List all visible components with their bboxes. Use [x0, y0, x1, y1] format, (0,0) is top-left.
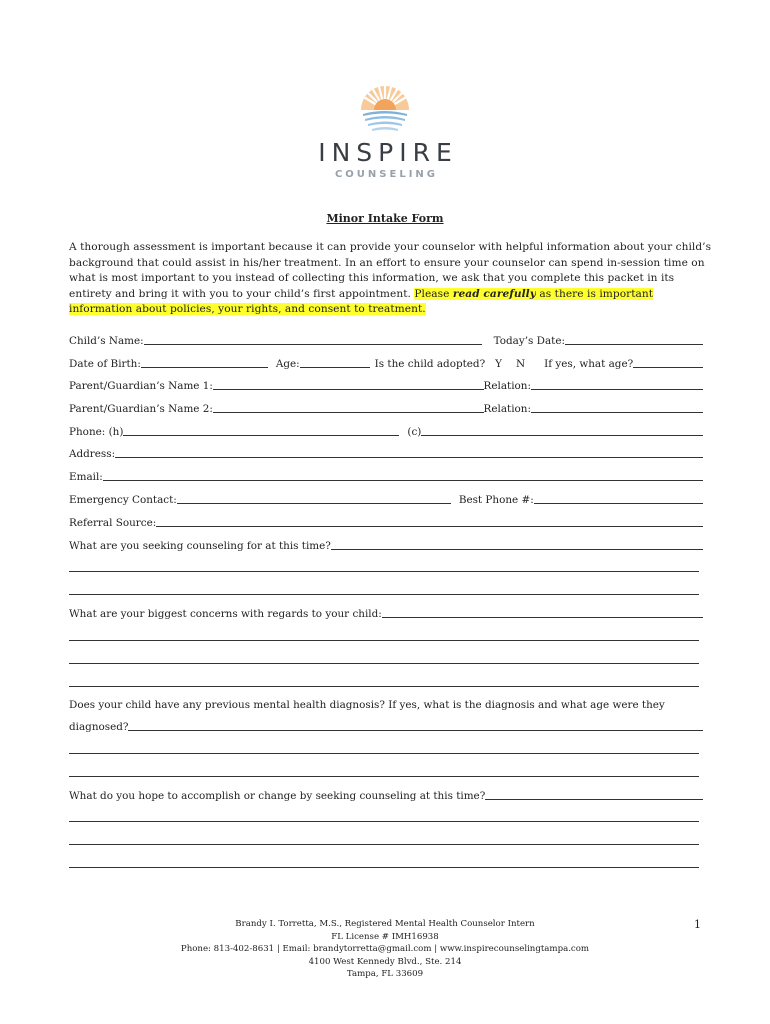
hope-answer-field[interactable]: [485, 790, 703, 800]
adopted-yes-option[interactable]: Y: [495, 358, 503, 370]
relation-2-label: Relation:: [483, 403, 531, 415]
intro-line: A thorough assessment is important because it can provide your counselor with helpful information about your child’s: [69, 241, 712, 253]
phone-cell-label: (c): [407, 426, 422, 438]
referral-source-label: Referral Source:: [69, 517, 157, 529]
child-name-field[interactable]: [144, 335, 482, 345]
row-email: [69, 469, 703, 483]
phone-home-label: Phone: (h): [69, 426, 124, 438]
hope-answer-line[interactable]: [69, 844, 699, 845]
address-label: Address:: [69, 448, 116, 460]
page-number: 1: [694, 918, 701, 931]
hope-answer-line[interactable]: [69, 867, 699, 868]
concerns-question: What are your biggest concerns with regards to your child:: [69, 608, 382, 620]
intro-line: [69, 287, 704, 303]
guardian-2-field[interactable]: [213, 403, 484, 413]
guardian-2-label: Parent/Guardian’s Name 2:: [69, 403, 213, 415]
row-child-name: [69, 333, 703, 347]
dob-field[interactable]: [141, 358, 268, 368]
adopted-no-option[interactable]: N: [516, 358, 526, 370]
brand-subtitle: COUNSELING: [334, 169, 439, 180]
brand-name: INSPIRE: [318, 138, 458, 167]
read-carefully-text: read carefully: [452, 287, 536, 300]
phone-cell-field[interactable]: [421, 426, 703, 436]
seeking-answer-line[interactable]: [69, 571, 699, 572]
todays-date-field[interactable]: [565, 335, 703, 345]
intro-line: [69, 302, 704, 318]
relation-2-field[interactable]: [531, 403, 703, 413]
logo: [0, 78, 770, 180]
concerns-answer-line[interactable]: [69, 663, 699, 664]
relation-1-label: Relation:: [483, 380, 531, 392]
adopted-age-field[interactable]: [633, 358, 703, 368]
footer-address: 4100 West Kennedy Blvd., Ste. 214: [308, 956, 462, 967]
row-dob: [69, 356, 703, 370]
diagnosis-answer-line[interactable]: [69, 753, 699, 754]
concerns-answer-line[interactable]: [69, 686, 699, 687]
highlight-emphasis: [453, 288, 536, 300]
adopted-label: Is the child adopted?: [374, 358, 486, 370]
diagnosis-answer-field[interactable]: [128, 721, 703, 731]
seeking-question: What are you seeking counseling for at this time?: [69, 540, 331, 552]
age-field[interactable]: [300, 358, 370, 368]
row-address: [69, 446, 703, 460]
concerns-answer-field[interactable]: [382, 608, 703, 618]
age-label: Age:: [275, 358, 300, 370]
row-emergency: [69, 492, 703, 506]
todays-date-label: Today’s Date:: [493, 335, 565, 347]
footer: [150, 918, 620, 981]
emergency-contact-label: Emergency Contact:: [69, 494, 177, 506]
footer-contact: Phone: 813-402-8631 | Email: brandytorretta@gmail.com | www.inspirecounselingtampa.com: [180, 944, 590, 955]
highlight-please: Please: [414, 287, 453, 300]
guardian-1-label: Parent/Guardian’s Name 1:: [69, 380, 213, 392]
guardian-1-field[interactable]: [213, 380, 484, 390]
row-seeking: [69, 538, 703, 552]
row-hope: [69, 788, 703, 802]
dob-label: Date of Birth:: [69, 358, 141, 370]
highlight-text: as there is important: [535, 287, 654, 300]
child-name-label: Child’s Name:: [69, 335, 144, 347]
address-field[interactable]: [115, 448, 703, 458]
intro-line: background that could assist in his/her treatment. In an effort to ensure your counselor can spend in-session time on: [69, 256, 705, 269]
adopted-age-label: If yes, what age?: [544, 358, 634, 370]
row-diagnosed: [69, 719, 703, 733]
emergency-contact-field[interactable]: [177, 494, 451, 504]
form-title: Minor Intake Form: [326, 212, 444, 225]
phone-home-field[interactable]: [123, 426, 399, 436]
row-guardian-1: [69, 378, 703, 392]
footer-city: Tampa, FL 33609: [346, 969, 424, 980]
footer-counselor: Brandy I. Torretta, M.S., Registered Mental Health Counselor Intern: [235, 919, 535, 929]
diagnosis-answer-line[interactable]: [69, 776, 699, 777]
row-concerns: [69, 606, 703, 620]
relation-1-field[interactable]: [531, 380, 703, 390]
seeking-answer-field[interactable]: [331, 540, 703, 550]
row-guardian-2: [69, 401, 703, 415]
seeking-answer-line[interactable]: [69, 594, 699, 595]
intro-paragraph: [69, 240, 712, 318]
email-label: Email:: [69, 471, 103, 483]
footer-license: FL License # IMH16938: [331, 931, 439, 942]
highlight-text: information about policies, your rights, and consent to treatment.: [69, 303, 426, 316]
row-phone: [69, 424, 703, 438]
diagnosed-label: diagnosed?: [69, 721, 129, 733]
best-phone-field[interactable]: [534, 494, 703, 504]
hope-answer-line[interactable]: [69, 821, 699, 822]
intro-text: entirety and bring it with you to your child’s first appointment.: [69, 287, 415, 300]
referral-source-field[interactable]: [156, 517, 703, 527]
diagnosis-question: Does your child have any previous mental health diagnosis? If yes, what is the diagnosis and what age were they: [69, 699, 665, 711]
best-phone-label: Best Phone #:: [458, 494, 534, 506]
row-diagnosis: [69, 697, 703, 711]
intro-line: what is most important to you instead of collecting this information, we ask that you complete this packet in its: [69, 272, 675, 285]
sunrise-logo-icon: [359, 78, 411, 136]
concerns-answer-line[interactable]: [69, 640, 699, 641]
email-field[interactable]: [103, 471, 703, 481]
row-referral: [69, 515, 703, 529]
hope-question: What do you hope to accomplish or change by seeking counseling at this time?: [69, 790, 486, 802]
